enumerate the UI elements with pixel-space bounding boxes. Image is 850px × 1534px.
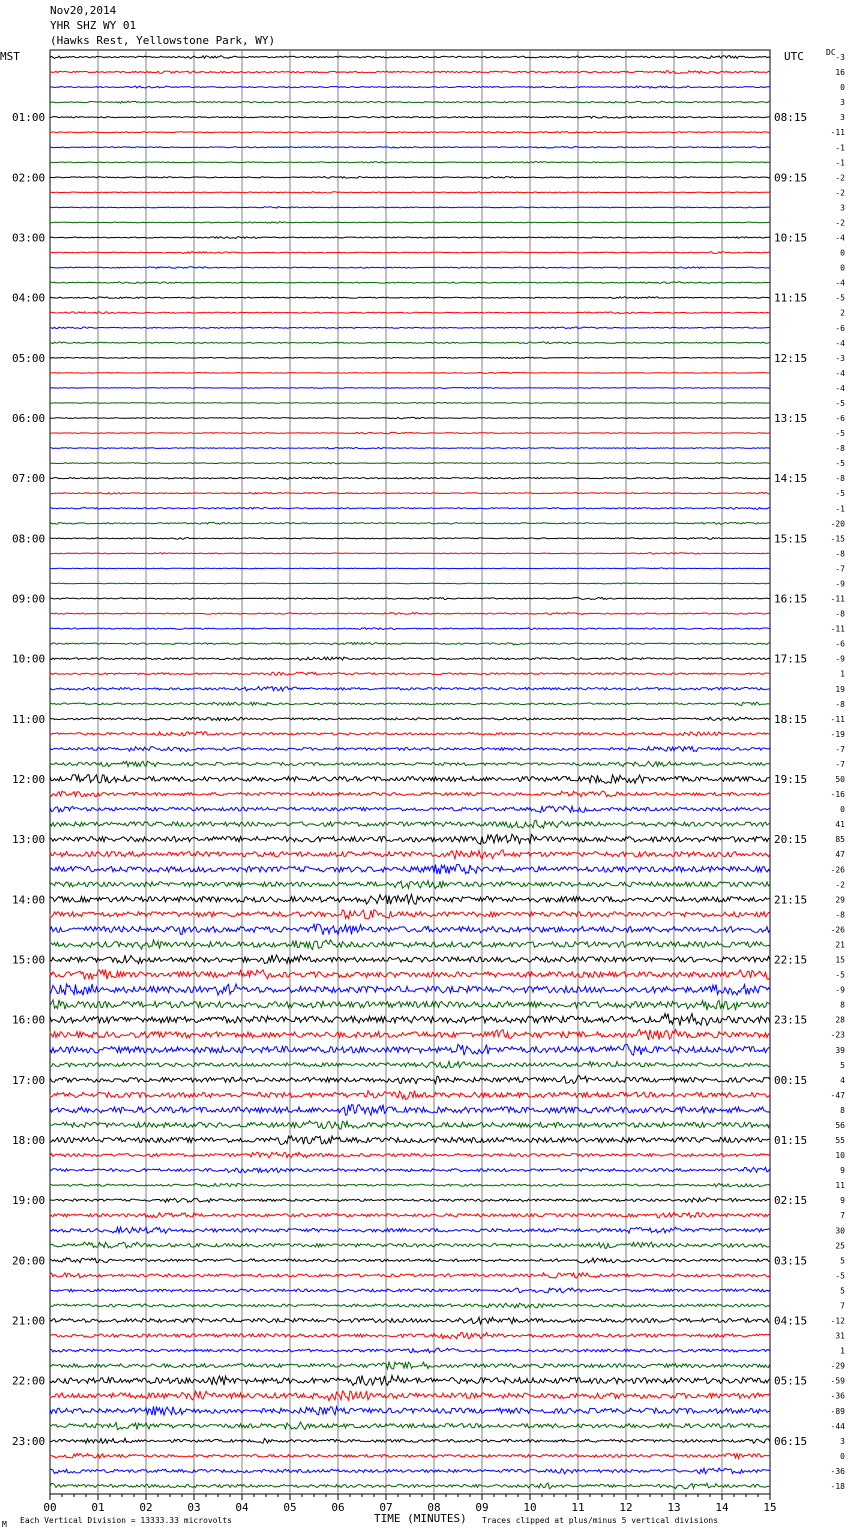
trace-line [50,1391,770,1401]
hour-label-left: 19:00 [12,1194,46,1208]
trace-line [50,267,770,269]
trace-line [50,312,770,314]
station-location: (Hawks Rest, Yellowstone Park, WY) [50,34,276,47]
dc-offset-value: 15 [835,955,845,965]
hour-label-left: 03:00 [12,231,46,245]
trace-line [50,1242,770,1248]
dc-offset-value: -44 [830,1421,845,1431]
trace-line [50,1227,770,1233]
x-tick-label: 15 [763,1501,777,1514]
trace-line [50,297,770,299]
trace-line [50,597,770,599]
trace-line [50,910,770,919]
trace-line [50,447,770,448]
dc-offset-value: -15 [830,534,845,544]
hour-label-left: 07:00 [12,472,46,486]
trace-line [50,1121,770,1129]
dc-offset-value: -4 [835,368,845,378]
trace-line [50,357,770,358]
dc-offset-value: 5 [840,1256,845,1266]
hour-label-right: 03:15 [774,1254,808,1268]
dc-offset-value: -3 [835,53,845,62]
trace-line [50,672,770,675]
dc-offset-value: 5 [840,1286,845,1296]
dc-offset-value: -7 [835,759,845,769]
x-tick-label: 02 [139,1501,153,1514]
hour-label-left: 20:00 [12,1254,46,1268]
dc-offset-value: -5 [835,459,845,469]
dc-offset-value: 9 [840,1196,845,1206]
dc-offset-value: -8 [835,910,845,920]
trace-line [50,372,770,373]
x-tick-label: 09 [475,1501,489,1514]
dc-offset-value: 8 [840,1000,845,1010]
trace-line [50,1348,770,1353]
dc-offset-value: 28 [835,1015,845,1025]
hour-label-right: 00:15 [774,1073,808,1087]
scale-note: Each Vertical Division = 13333.33 microvolts [20,1516,232,1525]
trace-line [50,834,770,844]
trace-line [50,687,770,692]
trace-line [50,568,770,569]
dc-label: DC [826,48,836,57]
dc-offset-value: -7 [835,744,845,754]
trace-line [50,71,770,74]
hour-label-left: 14:00 [12,893,46,907]
hour-label-left: 04:00 [12,291,46,305]
dc-offset-value: -26 [830,925,845,935]
trace-line [50,1453,770,1458]
hour-label-right: 19:15 [774,773,808,786]
dc-offset-value: -29 [830,1361,845,1371]
trace-line [50,1044,770,1055]
dc-offset-value: -47 [830,1090,845,1100]
dc-offset-value: -8 [835,549,845,559]
dc-offset-value: -2 [835,218,845,228]
hour-label-left: 15:00 [12,953,46,967]
dc-offset-value: -5 [835,970,845,980]
dc-offset-value: 4 [840,1075,845,1085]
x-tick-label: 14 [715,1501,729,1514]
x-tick-label: 12 [619,1501,633,1514]
dc-offset-value: 1 [840,669,845,679]
x-tick-label: 05 [283,1501,297,1514]
trace-line [50,1076,770,1084]
hour-label-left: 13:00 [12,833,46,847]
trace-line [50,1438,770,1443]
dc-offset-value: 31 [835,1331,845,1341]
dc-offset-value: -4 [835,383,845,393]
trace-line [50,924,770,935]
x-tick-label: 07 [379,1501,393,1514]
dc-offset-value: -9 [835,579,845,589]
hour-label-right: 23:15 [774,1013,808,1027]
trace-line [50,462,770,463]
dc-offset-value: 3 [840,203,845,213]
trace-line [50,1317,770,1324]
trace-line [50,162,770,163]
trace-line [50,1406,770,1415]
trace-line [50,940,770,950]
trace-line [50,207,770,208]
dc-offset-value: -89 [830,1406,845,1416]
hour-label-left: 16:00 [12,1013,46,1027]
trace-line [50,177,770,179]
trace-line [50,717,770,720]
hour-label-right: 08:15 [774,111,808,125]
dc-offset-value: -3 [835,353,845,363]
dc-offset-value: -7 [835,564,845,574]
x-tick-label: 10 [523,1501,537,1514]
x-tick-label: 06 [331,1501,345,1514]
hour-label-left: 21:00 [12,1314,46,1328]
dc-offset-value: 7 [840,1211,845,1221]
hour-label-right: 02:15 [774,1194,808,1208]
dc-offset-value: -9 [835,654,845,664]
trace-line [50,553,770,554]
dc-offset-value: -8 [835,444,845,454]
dc-offset-value: -4 [835,233,845,243]
trace-line [50,984,770,995]
x-tick-label: 04 [235,1501,249,1514]
hour-label-left: 23:00 [12,1434,46,1448]
dc-offset-value: -2 [835,880,845,890]
hour-label-left: 11:00 [12,712,46,726]
x-tick-label: 03 [187,1501,201,1514]
trace-line [50,970,770,980]
dc-offset-value: 0 [840,248,845,258]
trace-line [50,282,770,284]
trace-line [50,1303,770,1308]
hour-label-right: 05:15 [774,1374,808,1388]
trace-line [50,1212,770,1218]
dc-offset-value: -11 [830,594,845,604]
hour-label-left: 06:00 [12,412,46,425]
trace-line [50,1014,770,1026]
dc-offset-value: -12 [830,1316,845,1326]
dc-offset-value: 56 [835,1120,845,1130]
dc-offset-value: 11 [835,1181,845,1191]
dc-offset-value: -11 [830,128,845,138]
right-timezone-label: UTC [784,50,804,63]
hour-label-right: 18:15 [774,712,808,726]
dc-offset-value: -5 [835,489,845,499]
hour-label-right: 21:15 [774,893,808,907]
trace-line [50,1483,770,1489]
dc-offset-value: -2 [835,173,845,183]
trace-line [50,56,770,59]
trace-line [50,1468,770,1474]
dc-offset-value: 9 [840,1166,845,1176]
dc-offset-value: 0 [840,1451,845,1461]
dc-offset-value: -5 [835,429,845,439]
hour-label-right: 17:15 [774,652,808,666]
hour-label-right: 13:15 [774,412,808,425]
dc-offset-value: -16 [830,790,845,800]
trace-line [50,850,770,859]
hour-label-left: 12:00 [12,773,46,786]
dc-offset-value: 47 [835,850,845,860]
hour-label-right: 14:15 [774,472,808,486]
x-tick-label: 00 [43,1501,57,1514]
trace-line [50,732,770,736]
trace-line [50,1183,770,1187]
hour-label-right: 04:15 [774,1314,808,1328]
hour-label-left: 22:00 [12,1374,46,1388]
trace-line [50,1258,770,1263]
dc-offset-value: -23 [830,1030,845,1040]
hour-label-right: 10:15 [774,231,808,245]
trace-line [50,628,770,630]
trace-line [50,1136,770,1145]
dc-offset-value: 50 [835,775,845,784]
hour-label-right: 12:15 [774,351,808,365]
dc-offset-value: 55 [835,1136,845,1145]
x-axis-label: TIME (MINUTES) [374,1512,467,1525]
trace-line [50,522,770,524]
hour-label-right: 20:15 [774,833,808,847]
hour-label-right: 11:15 [774,291,808,305]
trace-line [50,402,770,403]
trace-line [50,1422,770,1430]
trace-line [50,881,770,889]
hour-label-left: 05:00 [12,351,46,365]
hour-label-left: 02:00 [12,171,46,185]
dc-offset-value: 41 [835,820,845,830]
trace-line [50,101,770,103]
dc-offset-value: -18 [830,1481,845,1491]
chart-date: Nov20,2014 [50,4,117,17]
dc-offset-value: -1 [835,143,845,153]
dc-offset-value: 85 [835,835,845,845]
dc-offset-value: -2 [835,188,845,198]
trace-line [50,222,770,224]
dc-offset-value: 21 [835,940,845,950]
trace-line [50,387,770,388]
trace-line [50,702,770,705]
trace-line [50,477,770,479]
hour-label-right: 09:15 [774,171,808,185]
trace-line [50,955,770,964]
dc-offset-value: 16 [835,68,845,78]
hour-label-left: 10:00 [12,652,46,666]
dc-offset-value: -11 [830,624,845,634]
dc-offset-value: -5 [835,398,845,408]
trace-line [50,1376,770,1386]
trace-line [50,1105,770,1116]
hour-label-left: 08:00 [12,532,46,546]
corner-mark: M [2,1520,7,1529]
trace-line [50,1288,770,1293]
dc-offset-value: 10 [835,1151,845,1161]
dc-offset-value: -36 [830,1391,845,1401]
dc-offset-value: -6 [835,414,845,423]
trace-line [50,146,770,148]
dc-offset-value: -26 [830,865,845,875]
dc-offset-value: 19 [835,684,845,694]
trace-line [50,192,770,193]
hour-label-right: 15:15 [774,532,808,546]
hour-label-left: 09:00 [12,592,46,606]
trace-line [50,791,770,797]
trace-line [50,237,770,239]
trace-line [50,1333,770,1339]
dc-offset-value: 5 [840,1060,845,1070]
hour-label-right: 16:15 [774,592,808,606]
x-tick-label: 11 [571,1501,585,1514]
dc-offset-value: -36 [830,1466,845,1476]
dc-offset-value: 0 [840,83,845,93]
trace-line [50,492,770,494]
trace-line [50,252,770,254]
dc-offset-value: 30 [835,1226,845,1236]
trace-line [50,642,770,645]
dc-offset-value: -4 [835,338,845,348]
dc-offset-value: -8 [835,609,845,619]
dc-offset-value: -8 [835,699,845,709]
trace-line [50,895,770,905]
dc-offset-value: -19 [830,729,845,739]
trace-line [50,820,770,828]
dc-offset-value: 39 [835,1045,845,1055]
trace-line [50,537,770,539]
trace-line [50,583,770,584]
dc-offset-value: 3 [840,113,845,123]
dc-offset-value: 3 [840,98,845,108]
trace-line [50,417,770,418]
trace-line [50,806,770,812]
trace-line [50,1273,770,1278]
hour-label-right: 06:15 [774,1434,808,1448]
hour-label-right: 22:15 [774,953,808,967]
trace-line [50,1091,770,1100]
dc-offset-value: -6 [835,639,845,649]
x-tick-label: 08 [427,1501,441,1514]
trace-line [50,761,770,766]
x-tick-label: 13 [667,1501,681,1514]
trace-line [50,1362,770,1369]
dc-offset-value: -5 [835,293,845,303]
trace-line [50,747,770,752]
dc-offset-value: 3 [840,1436,845,1446]
dc-offset-value: -4 [835,278,845,288]
trace-line [50,432,770,433]
dc-offset-value: 0 [840,805,845,815]
hour-label-left: 18:00 [12,1134,46,1147]
trace-line [50,507,770,509]
dc-offset-value: -8 [835,474,845,484]
dc-offset-value: 8 [840,1105,845,1115]
trace-line [50,864,770,874]
dc-offset-value: -20 [830,519,845,529]
left-timezone-label: MST [0,50,20,63]
clip-note: Traces clipped at plus/minus 5 vertical divisions [482,1516,719,1525]
dc-offset-value: -1 [835,158,845,168]
dc-offset-value: -11 [830,714,845,724]
dc-offset-value: 2 [840,308,845,318]
trace-line [50,327,770,329]
x-tick-label: 01 [91,1501,105,1514]
dc-offset-value: 0 [840,263,845,273]
dc-offset-value: -59 [830,1376,845,1386]
trace-line [50,1061,770,1068]
dc-offset-value: -5 [835,1271,845,1281]
trace-line [50,613,770,615]
dc-offset-value: -6 [835,323,845,333]
hour-label-left: 17:00 [12,1073,46,1087]
trace-line [50,775,770,784]
trace-line [50,1000,770,1011]
dc-offset-value: -1 [835,504,845,514]
dc-offset-value: 1 [840,1346,845,1356]
trace-line [50,1152,770,1158]
dc-offset-value: -9 [835,985,845,995]
hour-label-left: 01:00 [12,111,46,125]
trace-line [50,657,770,660]
dc-offset-value: 7 [840,1301,845,1311]
trace-line [50,1167,770,1172]
dc-offset-value: 25 [835,1241,845,1251]
station-code: YHR SHZ WY 01 [50,19,137,32]
hour-label-right: 01:15 [774,1134,808,1147]
trace-line [50,86,770,88]
trace-line [50,1198,770,1202]
trace-line [50,132,770,134]
trace-line [50,1029,770,1040]
trace-line [50,116,770,118]
trace-line [50,342,770,344]
dc-offset-value: 29 [835,895,845,905]
